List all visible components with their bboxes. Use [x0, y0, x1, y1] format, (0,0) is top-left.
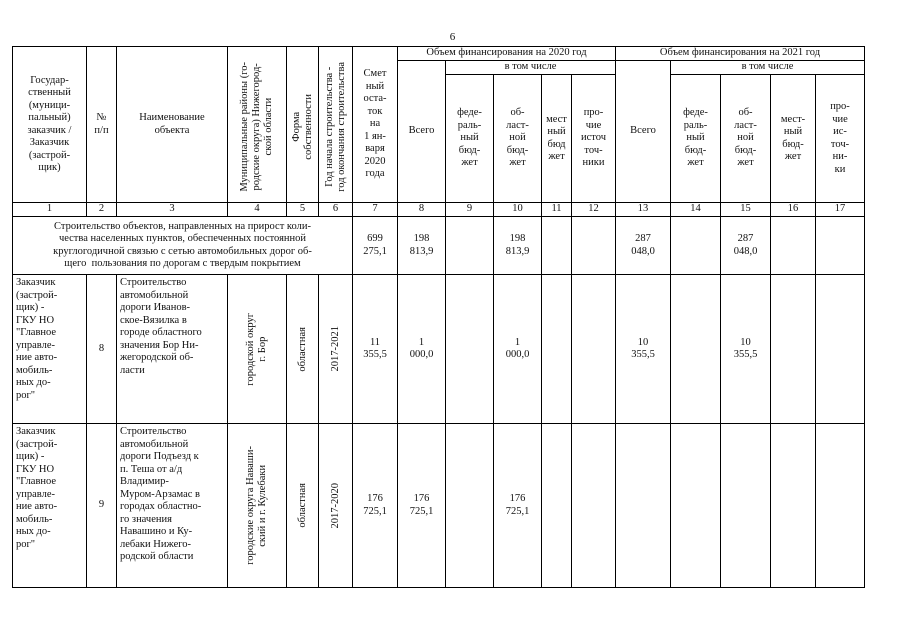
row-years	[319, 275, 353, 424]
section-row	[13, 217, 865, 275]
row-estimate: 11 355,5	[353, 275, 398, 424]
header-object-name: Наименование объекта	[117, 47, 228, 203]
column-number: 12	[572, 203, 616, 217]
header-incl-2021: в том числе	[671, 61, 865, 75]
row-number: 8	[87, 275, 117, 424]
column-number: 9	[446, 203, 494, 217]
section-total-2021: 287 048,0	[616, 217, 671, 275]
column-number: 16	[771, 203, 816, 217]
column-number: 6	[319, 203, 353, 217]
row-other-2020	[572, 275, 616, 424]
row-ownership-text: областная	[296, 326, 308, 372]
row-ownership	[287, 275, 319, 424]
header-total-2020: Всего	[398, 61, 446, 203]
column-number: 17	[816, 203, 865, 217]
column-number: 15	[721, 203, 771, 217]
header-district	[228, 47, 287, 203]
section-total-2020: 198 813,9	[398, 217, 446, 275]
header-ownership	[287, 47, 319, 203]
header-row-1	[13, 47, 865, 61]
row-other-2021	[816, 424, 865, 588]
row-ownership	[287, 424, 319, 588]
header-other-2020: про- чие источ точ- ники	[572, 75, 616, 203]
row-years-text: 2017-2021	[329, 326, 341, 372]
row-other-2021	[816, 275, 865, 424]
column-number: 10	[494, 203, 542, 217]
row-district	[228, 424, 287, 588]
column-number: 13	[616, 203, 671, 217]
row-local-2021	[771, 275, 816, 424]
row-years	[319, 424, 353, 588]
header-regional-2021: об- ласт- ной бюд- жет	[721, 75, 771, 203]
header-incl-2020: в том числе	[446, 61, 616, 75]
row-federal-2021	[671, 424, 721, 588]
row-regional-2021: 10 355,5	[721, 275, 771, 424]
column-number: 4	[228, 203, 287, 217]
header-district-text: Муниципальные районы (го- родские округа) Нижегород- ской области	[239, 61, 274, 192]
row-regional-2021	[721, 424, 771, 588]
column-number: 5	[287, 203, 319, 217]
row-federal-2020	[446, 424, 494, 588]
row-federal-2020	[446, 275, 494, 424]
row-district-text: городской округ г. Бор	[245, 312, 268, 386]
column-number: 3	[117, 203, 228, 217]
row-total-2021: 10 355,5	[616, 275, 671, 424]
row-customer: Заказчик (застрой- щик) - ГКУ НО "Главное управле- ние авто- мобиль- ных до- рог"	[13, 275, 87, 424]
row-district	[228, 275, 287, 424]
section-regional-2020: 198 813,9	[494, 217, 542, 275]
column-number: 2	[87, 203, 117, 217]
column-number: 11	[542, 203, 572, 217]
column-number: 14	[671, 203, 721, 217]
row-other-2020	[572, 424, 616, 588]
table-row	[13, 275, 865, 424]
header-fin-2020: Объем финансирования на 2020 год	[398, 47, 616, 61]
section-estimate: 699 275,1	[353, 217, 398, 275]
row-customer: Заказчик (застрой- щик) - ГКУ НО "Главное управле- ние авто- мобиль- ных до- рог"	[13, 424, 87, 588]
header-years	[319, 47, 353, 203]
section-federal-2020	[446, 217, 494, 275]
row-regional-2020: 176 725,1	[494, 424, 542, 588]
row-federal-2021	[671, 275, 721, 424]
page-number: 6	[449, 31, 456, 43]
header-total-2021: Всего	[616, 61, 671, 203]
row-ownership-text: областная	[296, 483, 308, 528]
section-regional-2021: 287 048,0	[721, 217, 771, 275]
column-number: 8	[398, 203, 446, 217]
header-estimate: Смет ный оста- ток на 1 ян- варя 2020 года	[353, 47, 398, 203]
table-row	[13, 424, 865, 588]
section-federal-2021	[671, 217, 721, 275]
header-local-2021: мест- ный бюд- жет	[771, 75, 816, 203]
row-district-text: городские округа Наваши- ский и г. Кулебаки	[245, 446, 268, 565]
header-customer: Государ- ственный (муници- пальный) заказчик / Заказчик (застрой- щик)	[13, 47, 87, 203]
row-years-text: 2017-2020	[329, 482, 341, 529]
row-total-2020: 1 000,0	[398, 275, 446, 424]
row-regional-2020: 1 000,0	[494, 275, 542, 424]
row-local-2020	[542, 424, 572, 588]
header-federal-2021: феде- раль- ный бюд- жет	[671, 75, 721, 203]
row-estimate: 176 725,1	[353, 424, 398, 588]
header-local-2020: мест ный бюд жет	[542, 75, 572, 203]
section-other-2021	[816, 217, 865, 275]
section-local-2020	[542, 217, 572, 275]
column-number-row	[13, 203, 865, 217]
section-other-2020	[572, 217, 616, 275]
column-number: 1	[13, 203, 87, 217]
row-local-2021	[771, 424, 816, 588]
row-number: 9	[87, 424, 117, 588]
section-local-2021	[771, 217, 816, 275]
header-federal-2020: феде- раль- ный бюд- жет	[446, 75, 494, 203]
row-local-2020	[542, 275, 572, 424]
row-object-name: Строительство автомобильной дороги Иванов- ское-Вязилка в городе областного значения Бор Ни- жегородской об- ласти	[117, 275, 228, 424]
header-years-text: Год начала строительства - год окончания строительства	[323, 61, 347, 192]
column-number: 7	[353, 203, 398, 217]
row-total-2021	[616, 424, 671, 588]
section-title: Строительство объектов, направленных на прирост коли- чества населенных пунктов, обеспеченных постоянной круглогодичной связью с сетью автомобильных дорог об- щего пользования по дорогам с твердым покрытием	[13, 217, 353, 275]
row-total-2020: 176 725,1	[398, 424, 446, 588]
header-number: № п/п	[87, 47, 117, 203]
header-other-2021: про- чие ис- точ- ни- ки	[816, 75, 865, 203]
header-fin-2021: Объем финансирования на 2021 год	[616, 47, 865, 61]
header-ownership-text: Форма собственности	[290, 93, 314, 160]
financing-table	[12, 46, 865, 588]
header-regional-2020: об- ласт- ной бюд- жет	[494, 75, 542, 203]
row-object-name: Строительство автомобильной дороги Подъезд к п. Теша от а/д Владимир- Муром-Арзамас в городах областно- го значения Навашино и Ку- лебаки Нижего- родской области	[117, 424, 228, 588]
